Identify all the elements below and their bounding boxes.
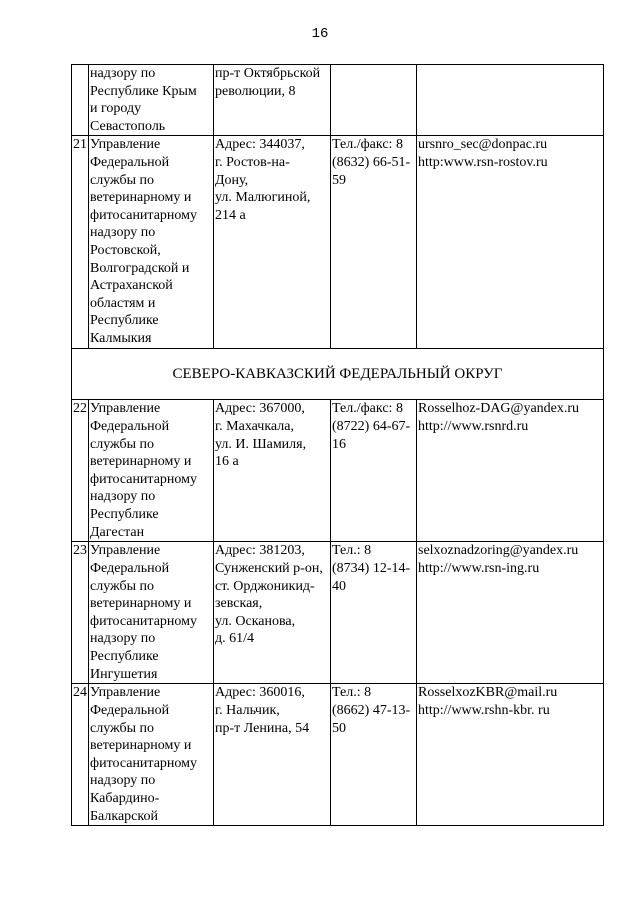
phone-cell: Тел.: 8 (8734) 12-14- 40 bbox=[331, 542, 417, 684]
contacts-cell: RosselxozKBR@mail.ru http://www.rshn-kbr. ru bbox=[417, 684, 604, 826]
page-number: 16 bbox=[311, 26, 329, 42]
organization-name: Управление Федеральной службы по ветеринарному и фитосанитарному надзору по Кабардино- Балкарской bbox=[89, 684, 214, 826]
row-number: 22 bbox=[72, 400, 89, 542]
table-row bbox=[72, 65, 604, 136]
phone-cell: Тел./факс: 8 (8722) 64-67- 16 bbox=[331, 400, 417, 542]
registry-table bbox=[71, 64, 604, 826]
district-heading: СЕВЕРО-КАВКАЗСКИЙ ФЕДЕРАЛЬНЫЙ ОКРУГ bbox=[72, 349, 604, 400]
row-number: 24 bbox=[72, 684, 89, 826]
address-cell: Адрес: 367000, г. Махачкала, ул. И. Шамиля, 16 а bbox=[214, 400, 331, 542]
contacts-cell: ursnro_sec@donpac.ru http:www.rsn-rostov.ru bbox=[417, 136, 604, 349]
contacts-cell: selxoznadzoring@yandex.ru http://www.rsn-ing.ru bbox=[417, 542, 604, 684]
row-number bbox=[72, 65, 89, 136]
table-row bbox=[72, 542, 604, 684]
address-cell: Адрес: 360016, г. Нальчик, пр-т Ленина, 54 bbox=[214, 684, 331, 826]
phone-cell: Тел.: 8 (8662) 47-13- 50 bbox=[331, 684, 417, 826]
organization-name: Управление Федеральной службы по ветеринарному и фитосанитарному надзору по Ростовской, Волгоградской и Астраханской областям и Республике Калмыкия bbox=[89, 136, 214, 349]
table-row bbox=[72, 400, 604, 542]
organization-name: Управление Федеральной службы по ветеринарному и фитосанитарному надзору по Республике Дагестан bbox=[89, 400, 214, 542]
table-row bbox=[72, 136, 604, 349]
phone-cell: Тел./факс: 8 (8632) 66-51- 59 bbox=[331, 136, 417, 349]
contacts-cell bbox=[417, 65, 604, 136]
district-heading-row bbox=[72, 349, 604, 400]
contacts-cell: Rosselhoz-DAG@yandex.ru http://www.rsnrd.ru bbox=[417, 400, 604, 542]
address-cell: пр-т Октябрьской революции, 8 bbox=[214, 65, 331, 136]
row-number: 21 bbox=[72, 136, 89, 349]
phone-cell bbox=[331, 65, 417, 136]
organization-name: надзору по Республике Крым и городу Севастополь bbox=[89, 65, 214, 136]
row-number: 23 bbox=[72, 542, 89, 684]
address-cell: Адрес: 381203, Сунженский р-он, ст. Орджоникид- зевская, ул. Осканова, д. 61/4 bbox=[214, 542, 331, 684]
organization-name: Управление Федеральной службы по ветеринарному и фитосанитарному надзору по Республике Ингушетия bbox=[89, 542, 214, 684]
table-row bbox=[72, 684, 604, 826]
address-cell: Адрес: 344037, г. Ростов-на- Дону, ул. Малюгиной, 214 а bbox=[214, 136, 331, 349]
